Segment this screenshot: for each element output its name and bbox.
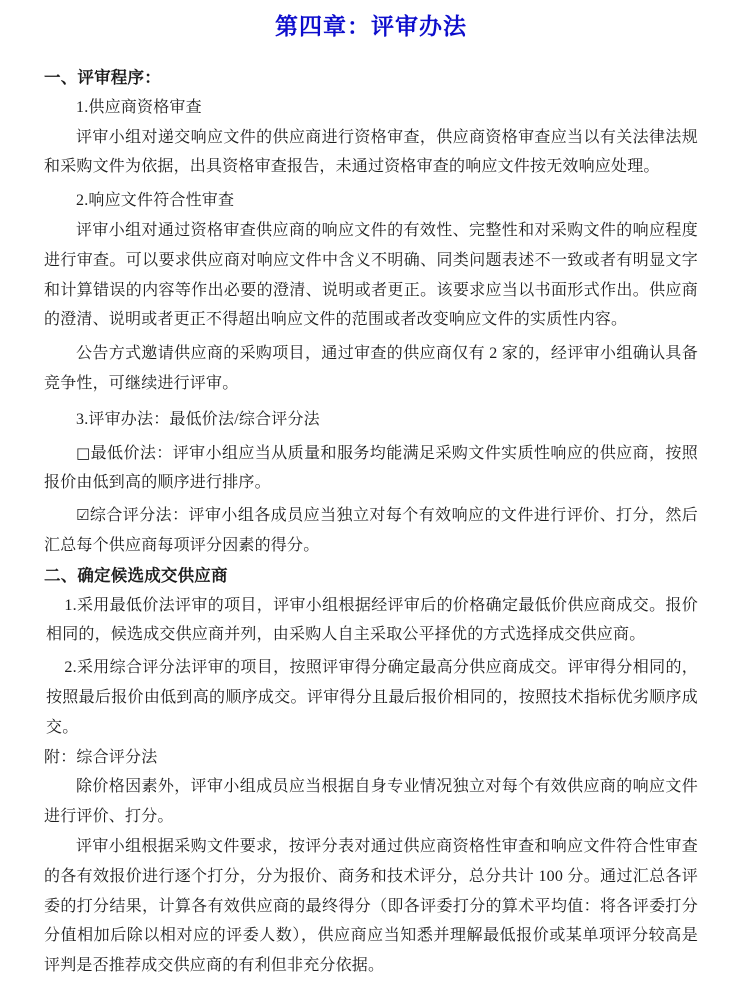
item-1-supplier-qualification-review: 1.供应商资格审查 bbox=[76, 98, 202, 116]
paragraph-conformity-review-detail: 评审小组对通过资格审查供应商的响应文件的有效性、完整性和对采购文件的响应程度进行审查。可以要求供应商对响应文件中含义不明确、同类问题表述不一致或者有明显文字和计算错误的内容等作出必要的澄清、说明或者更正。该要求应当以书面形式作出。供应商的澄清、说明或者更正不得超出响应文件的范围或者改变响应文件的实质性内容。 bbox=[44, 221, 698, 329]
paragraph-lowest-price-award: 1.采用最低价法评审的项目，评审小组根据经评审后的价格确定最低价供应商成交。报价相同的，候选成交供应商并列，由采购人自主采取公平择优的方式选择成交供应商。 bbox=[46, 596, 698, 644]
paragraph-independent-scoring: 除价格因素外，评审小组成员应当根据自身专业情况独立对每个有效供应商的响应文件进行评价、打分。 bbox=[44, 778, 698, 826]
lowest-price-method-text: 最低价法：评审小组应当从质量和服务均能满足采购文件实质性响应的供应商，按照报价由低到高的顺序进行排序。 bbox=[44, 444, 699, 492]
attachment-heading: 附：综合评分法 bbox=[44, 748, 158, 766]
paragraph-comprehensive-scoring-method bbox=[44, 501, 698, 561]
item-3-evaluation-methods: 3.评审办法：最低价法/综合评分法 bbox=[76, 410, 320, 428]
paragraph-scoring-table-detail: 评审小组根据采购文件要求，按评分表对通过供应商资格性审查和响应文件符合性审查的各有效报价进行逐个打分，分为报价、商务和技术评分，总分共计 100 分。通过汇总各评委的打分结果，计算各有效供应商的最终得分（即各评委打分的算术平均值：将各评委打分分值相加后除以相对应的评委人数），供应商应当知悉并理解最低报价或某单项评分较高是评判是否推荐成交供应商的有利但非充分依据。 bbox=[44, 837, 698, 975]
checkbox-checked-icon: ☑ bbox=[76, 506, 90, 525]
checkbox-unchecked-icon: □ bbox=[76, 443, 91, 462]
paragraph-lowest-price-method bbox=[44, 439, 698, 499]
paragraph-highest-score-award: 2.采用综合评分法评审的项目，按照评审得分确定最高分供应商成交。评审得分相同的，按照最后报价由低到高的顺序成交。评审得分且最后报价相同的，按照技术指标优劣顺序成交。 bbox=[46, 659, 698, 736]
section-2-heading: 二、确定候选成交供应商 bbox=[44, 565, 228, 585]
section-1-heading: 一、评审程序： bbox=[44, 68, 161, 87]
comprehensive-scoring-method-text: 综合评分法：评审小组各成员应当独立对每个有效响应的文件进行评价、打分，然后汇总每个供应商每项评分因素的得分。 bbox=[44, 507, 698, 554]
paragraph-qualification-review-detail: 评审小组对递交响应文件的供应商进行资格审查，供应商资格审查应当以有关法律法规和采购文件为依据，出具资格审查报告，未通过资格审查的响应文件按无效响应处理。 bbox=[44, 128, 698, 176]
chapter-title: 第四章：评审办法 bbox=[275, 14, 467, 39]
item-2-response-conformity-review: 2.响应文件符合性审查 bbox=[76, 192, 235, 210]
paragraph-two-suppliers-competitiveness: 公告方式邀请供应商的采购项目，通过审查的供应商仅有 2 家的，经评审小组确认具备竞争性，可继续进行评审。 bbox=[44, 345, 698, 392]
